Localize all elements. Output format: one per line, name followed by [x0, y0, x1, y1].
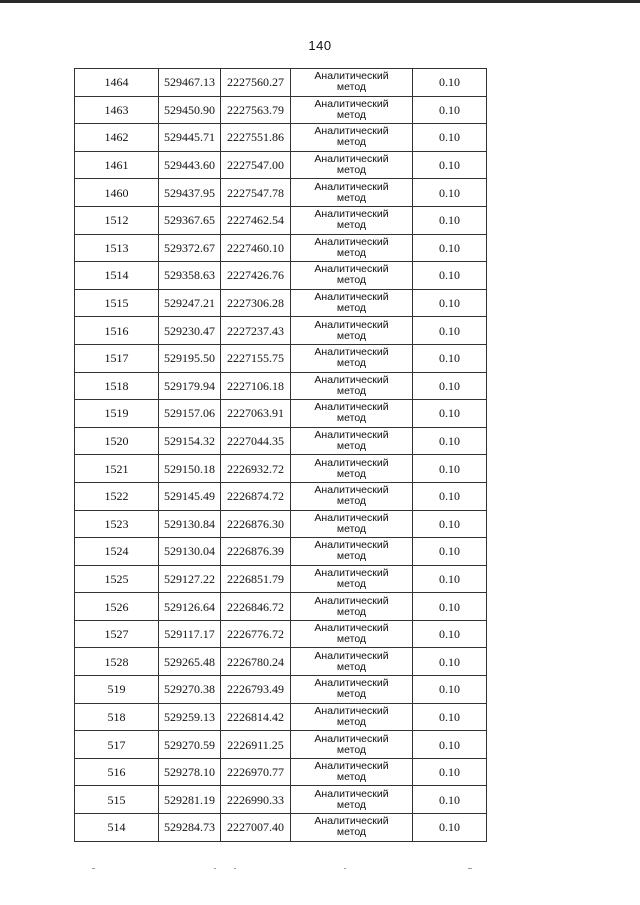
table-row [75, 344, 487, 372]
y-coordinate-cell: 2227551.86 [221, 124, 291, 152]
method-label-line2: метод [336, 302, 367, 315]
accuracy-cell: 0.10 [413, 372, 487, 400]
method-label-line2: метод [336, 246, 367, 259]
method-label-line2: метод [336, 771, 367, 784]
method-cell [291, 344, 413, 372]
method-label-line2: метод [336, 81, 367, 94]
table-row [75, 400, 487, 428]
method-label-line2: метод [336, 164, 367, 177]
method-label-line2: метод [336, 715, 367, 728]
table-row [75, 538, 487, 566]
method-cell [291, 206, 413, 234]
point-number-cell: 1516 [75, 317, 159, 345]
y-coordinate-cell: 2226793.49 [221, 676, 291, 704]
point-number-cell: 1514 [75, 262, 159, 290]
accuracy-cell: 0.10 [413, 814, 487, 842]
table-row [75, 96, 487, 124]
method-label-line2: метод [336, 274, 367, 287]
method-cell [291, 538, 413, 566]
method-label-line2: метод [336, 633, 367, 646]
method-label-line1: Аналитический [314, 346, 389, 359]
point-number-cell: 1523 [75, 510, 159, 538]
method-label-line2: метод [336, 826, 367, 839]
accuracy-cell: 0.10 [413, 758, 487, 786]
method-cell [291, 289, 413, 317]
x-coordinate-cell: 529127.22 [159, 565, 221, 593]
scan-noise-mark [234, 868, 236, 869]
point-number-cell: 1522 [75, 482, 159, 510]
point-number-cell: 517 [75, 731, 159, 759]
table-row [75, 758, 487, 786]
point-number-cell: 1517 [75, 344, 159, 372]
method-label-line1: Аналитический [314, 566, 389, 579]
point-number-cell: 1525 [75, 565, 159, 593]
x-coordinate-cell: 529179.94 [159, 372, 221, 400]
point-number-cell: 514 [75, 814, 159, 842]
method-label-line1: Аналитический [314, 429, 389, 441]
accuracy-cell: 0.10 [413, 482, 487, 510]
y-coordinate-cell: 2227560.27 [221, 69, 291, 97]
point-number-cell: 1521 [75, 455, 159, 483]
method-label-line2: метод [336, 219, 367, 232]
table-row [75, 814, 487, 842]
x-coordinate-cell: 529445.71 [159, 124, 221, 152]
accuracy-cell: 0.10 [413, 206, 487, 234]
accuracy-cell: 0.10 [413, 179, 487, 207]
accuracy-cell: 0.10 [413, 427, 487, 455]
x-coordinate-cell: 529270.38 [159, 676, 221, 704]
table-row [75, 786, 487, 814]
method-cell [291, 758, 413, 786]
point-number-cell: 1527 [75, 620, 159, 648]
y-coordinate-cell: 2227007.40 [221, 814, 291, 842]
y-coordinate-cell: 2226780.24 [221, 648, 291, 676]
accuracy-cell: 0.10 [413, 400, 487, 428]
y-coordinate-cell: 2226874.72 [221, 482, 291, 510]
method-label-line2: метод [336, 688, 367, 701]
method-label-line1: Аналитический [314, 511, 389, 524]
page-number: 140 [308, 38, 332, 53]
accuracy-cell: 0.10 [413, 455, 487, 483]
method-cell [291, 703, 413, 731]
method-label-line1: Аналитический [314, 787, 389, 800]
method-cell [291, 648, 413, 676]
method-label-line1: Аналитический [314, 760, 389, 773]
table-row [75, 262, 487, 290]
method-label-line1: Аналитический [314, 704, 389, 717]
point-number-cell: 1520 [75, 427, 159, 455]
method-label-line1: Аналитический [314, 235, 389, 248]
accuracy-cell: 0.10 [413, 538, 487, 566]
method-label-line1: Аналитический [314, 318, 389, 331]
x-coordinate-cell: 529367.65 [159, 206, 221, 234]
method-label-line2: метод [336, 495, 367, 508]
point-number-cell: 518 [75, 703, 159, 731]
method-label-line1: Аналитический [314, 484, 389, 497]
table-row [75, 731, 487, 759]
y-coordinate-cell: 2227547.78 [221, 179, 291, 207]
x-coordinate-cell: 529145.49 [159, 482, 221, 510]
table-row [75, 676, 487, 704]
coordinates-table-body [75, 69, 487, 842]
accuracy-cell: 0.10 [413, 96, 487, 124]
method-label-line2: метод [336, 357, 367, 370]
y-coordinate-cell: 2227106.18 [221, 372, 291, 400]
accuracy-cell: 0.10 [413, 69, 487, 97]
x-coordinate-cell: 529437.95 [159, 179, 221, 207]
y-coordinate-cell: 2227044.35 [221, 427, 291, 455]
table-row [75, 703, 487, 731]
y-coordinate-cell: 2226911.25 [221, 731, 291, 759]
method-label-line2: метод [336, 467, 367, 480]
method-label-line1: Аналитический [314, 373, 389, 386]
method-label-line1: Аналитический [314, 649, 389, 662]
table-row [75, 317, 487, 345]
method-cell [291, 234, 413, 262]
table-row [75, 510, 487, 538]
y-coordinate-cell: 2226851.79 [221, 565, 291, 593]
table-row [75, 648, 487, 676]
point-number-cell: 1526 [75, 593, 159, 621]
y-coordinate-cell: 2226876.39 [221, 538, 291, 566]
y-coordinate-cell: 2227462.54 [221, 206, 291, 234]
table-row [75, 234, 487, 262]
y-coordinate-cell: 2227155.75 [221, 344, 291, 372]
table-row [75, 593, 487, 621]
point-number-cell: 1462 [75, 124, 159, 152]
x-coordinate-cell: 529150.18 [159, 455, 221, 483]
method-cell [291, 676, 413, 704]
method-label-line2: метод [336, 798, 367, 811]
method-label-line1: Аналитический [314, 456, 389, 469]
method-label-line1: Аналитический [314, 622, 389, 635]
method-cell [291, 372, 413, 400]
scan-noise-mark [92, 868, 95, 869]
accuracy-cell: 0.10 [413, 510, 487, 538]
method-label-line1: Аналитический [314, 208, 389, 221]
point-number-cell: 1463 [75, 96, 159, 124]
method-label-line1: Аналитический [314, 539, 389, 552]
y-coordinate-cell: 2227306.28 [221, 289, 291, 317]
x-coordinate-cell: 529157.06 [159, 400, 221, 428]
method-label-line2: метод [336, 743, 367, 756]
method-label-line2: метод [336, 136, 367, 149]
x-coordinate-cell: 529126.64 [159, 593, 221, 621]
method-label-line1: Аналитический [314, 263, 389, 276]
scan-noise-mark [214, 868, 216, 869]
method-cell [291, 179, 413, 207]
point-number-cell: 1461 [75, 151, 159, 179]
point-number-cell: 1512 [75, 206, 159, 234]
method-label-line1: Аналитический [314, 291, 389, 304]
method-label-line2: метод [336, 384, 367, 397]
method-cell [291, 262, 413, 290]
y-coordinate-cell: 2227063.91 [221, 400, 291, 428]
x-coordinate-cell: 529265.48 [159, 648, 221, 676]
x-coordinate-cell: 529372.67 [159, 234, 221, 262]
table-row [75, 455, 487, 483]
table-row [75, 69, 487, 97]
table-row [75, 151, 487, 179]
y-coordinate-cell: 2226876.30 [221, 510, 291, 538]
table-row [75, 289, 487, 317]
accuracy-cell: 0.10 [413, 234, 487, 262]
table-row [75, 372, 487, 400]
method-label-line1: Аналитический [314, 153, 389, 166]
method-cell [291, 69, 413, 97]
accuracy-cell: 0.10 [413, 703, 487, 731]
method-label-line1: Аналитический [314, 125, 389, 138]
method-label-line2: метод [336, 191, 367, 204]
y-coordinate-cell: 2227460.10 [221, 234, 291, 262]
table-row [75, 565, 487, 593]
accuracy-cell: 0.10 [413, 648, 487, 676]
point-number-cell: 1524 [75, 538, 159, 566]
method-label-line2: метод [336, 522, 367, 535]
y-coordinate-cell: 2226932.72 [221, 455, 291, 483]
coordinates-table [74, 68, 487, 842]
method-label-line1: Аналитический [314, 401, 389, 414]
x-coordinate-cell: 529154.32 [159, 427, 221, 455]
x-coordinate-cell: 529117.17 [159, 620, 221, 648]
scan-noise-mark [344, 868, 346, 869]
point-number-cell: 1464 [75, 69, 159, 97]
x-coordinate-cell: 529281.19 [159, 786, 221, 814]
accuracy-cell: 0.10 [413, 676, 487, 704]
x-coordinate-cell: 529358.63 [159, 262, 221, 290]
accuracy-cell: 0.10 [413, 620, 487, 648]
y-coordinate-cell: 2227563.79 [221, 96, 291, 124]
method-label-line2: метод [336, 577, 367, 590]
x-coordinate-cell: 529284.73 [159, 814, 221, 842]
table-row [75, 427, 487, 455]
method-cell [291, 482, 413, 510]
method-label-line1: Аналитический [314, 815, 389, 828]
method-cell [291, 96, 413, 124]
method-cell [291, 400, 413, 428]
method-cell [291, 786, 413, 814]
method-label-line2: метод [336, 440, 367, 453]
x-coordinate-cell: 529259.13 [159, 703, 221, 731]
y-coordinate-cell: 2226776.72 [221, 620, 291, 648]
point-number-cell: 519 [75, 676, 159, 704]
x-coordinate-cell: 529230.47 [159, 317, 221, 345]
point-number-cell: 1515 [75, 289, 159, 317]
method-label-line2: метод [336, 108, 367, 121]
x-coordinate-cell: 529195.50 [159, 344, 221, 372]
scan-top-edge [0, 0, 640, 3]
point-number-cell: 1513 [75, 234, 159, 262]
accuracy-cell: 0.10 [413, 786, 487, 814]
method-cell [291, 317, 413, 345]
method-label-line1: Аналитический [314, 677, 389, 690]
method-label-line2: метод [336, 412, 367, 425]
y-coordinate-cell: 2226846.72 [221, 593, 291, 621]
point-number-cell: 1518 [75, 372, 159, 400]
method-cell [291, 620, 413, 648]
accuracy-cell: 0.10 [413, 344, 487, 372]
method-label-line2: метод [336, 550, 367, 563]
table-row [75, 124, 487, 152]
table-row [75, 620, 487, 648]
point-number-cell: 1528 [75, 648, 159, 676]
method-label-line2: метод [336, 660, 367, 673]
accuracy-cell: 0.10 [413, 565, 487, 593]
method-label-line2: метод [336, 605, 367, 618]
method-cell [291, 455, 413, 483]
x-coordinate-cell: 529130.84 [159, 510, 221, 538]
x-coordinate-cell: 529270.59 [159, 731, 221, 759]
point-number-cell: 516 [75, 758, 159, 786]
method-label-line1: Аналитический [314, 97, 389, 110]
method-cell [291, 510, 413, 538]
x-coordinate-cell: 529450.90 [159, 96, 221, 124]
scan-noise-mark [468, 868, 472, 869]
method-label-line1: Аналитический [314, 732, 389, 745]
method-cell [291, 731, 413, 759]
point-number-cell: 1519 [75, 400, 159, 428]
y-coordinate-cell: 2226814.42 [221, 703, 291, 731]
accuracy-cell: 0.10 [413, 317, 487, 345]
method-cell [291, 593, 413, 621]
x-coordinate-cell: 529130.04 [159, 538, 221, 566]
y-coordinate-cell: 2227547.00 [221, 151, 291, 179]
table-row [75, 206, 487, 234]
method-cell [291, 565, 413, 593]
method-cell [291, 427, 413, 455]
method-label-line1: Аналитический [314, 70, 389, 83]
x-coordinate-cell: 529278.10 [159, 758, 221, 786]
accuracy-cell: 0.10 [413, 289, 487, 317]
x-coordinate-cell: 529467.13 [159, 69, 221, 97]
method-cell [291, 124, 413, 152]
method-cell [291, 814, 413, 842]
y-coordinate-cell: 2226990.33 [221, 786, 291, 814]
accuracy-cell: 0.10 [413, 593, 487, 621]
x-coordinate-cell: 529247.21 [159, 289, 221, 317]
point-number-cell: 515 [75, 786, 159, 814]
y-coordinate-cell: 2227426.76 [221, 262, 291, 290]
method-cell [291, 151, 413, 179]
method-label-line2: метод [336, 329, 367, 342]
x-coordinate-cell: 529443.60 [159, 151, 221, 179]
table-row [75, 179, 487, 207]
y-coordinate-cell: 2226970.77 [221, 758, 291, 786]
accuracy-cell: 0.10 [413, 262, 487, 290]
y-coordinate-cell: 2227237.43 [221, 317, 291, 345]
table-row [75, 482, 487, 510]
point-number-cell: 1460 [75, 179, 159, 207]
method-label-line1: Аналитический [314, 180, 389, 193]
accuracy-cell: 0.10 [413, 124, 487, 152]
method-label-line1: Аналитический [314, 594, 389, 607]
accuracy-cell: 0.10 [413, 731, 487, 759]
accuracy-cell: 0.10 [413, 151, 487, 179]
